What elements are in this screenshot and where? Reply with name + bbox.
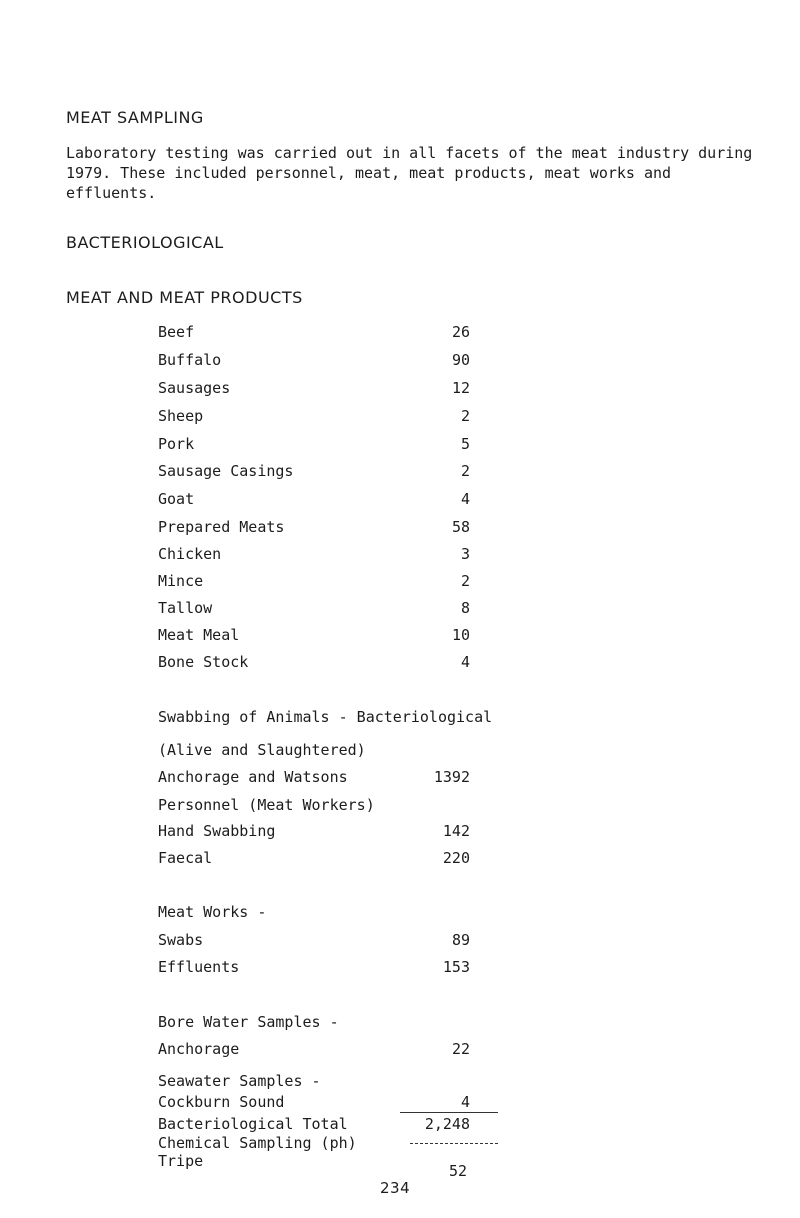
row-label: Prepared Meats [158,518,285,536]
row-label: Goat [158,490,195,508]
row-label: Anchorage [158,1040,240,1058]
swabbing-subtitle: (Alive and Slaughtered) [158,741,366,759]
intro-line: 1979. These included personnel, meat, meat products, meat works and [66,164,672,182]
row-label: Hand Swabbing [158,822,276,840]
tripe-label: Tripe [158,1152,204,1170]
row-value: 22 [451,1040,470,1058]
table-row [158,626,488,646]
row-label: Cockburn Sound [158,1093,285,1111]
row-value: 1392 [433,768,470,786]
row-label: Tallow [158,599,213,617]
table-row [158,462,488,482]
table-row [158,1093,488,1113]
row-value: 3 [460,545,470,563]
seawater-title: Seawater Samples - [158,1072,321,1090]
row-value: 4 [460,1093,470,1111]
intro-paragraph [66,143,766,203]
meat-works-title: Meat Works - [158,903,267,921]
row-label: Beef [158,323,195,341]
table-row [158,849,488,869]
row-value: 12 [451,379,470,397]
intro-line: Laboratory testing was carried out in all facets of the meat industry during [66,144,753,162]
table-row [158,822,488,842]
table-row [158,379,488,399]
table-row [158,351,488,371]
table-row [158,768,488,788]
table-row [158,407,488,427]
row-label: Faecal [158,849,213,867]
row-label: Bone Stock [158,653,249,671]
row-label: Anchorage and Watsons [158,768,348,786]
section-heading-meat-products: MEAT AND MEAT PRODUCTS [66,288,303,307]
row-label: Mince [158,572,204,590]
row-label: Swabs [158,931,204,949]
row-value: 4 [460,490,470,508]
row-value: 2 [460,462,470,480]
row-value: 8 [460,599,470,617]
row-label: Sausage Casings [158,462,294,480]
row-value: 58 [451,518,470,536]
table-row [158,545,488,565]
row-value: 2 [460,572,470,590]
total-row [158,1115,488,1135]
row-label: Sheep [158,407,204,425]
table-row [158,599,488,619]
row-label: Effluents [158,958,240,976]
table-row [158,931,488,951]
row-label: Meat Meal [158,626,240,644]
row-value: 26 [451,323,470,341]
swabbing-title: Swabbing of Animals - Bacteriological [158,708,493,726]
tripe-value: 52 [449,1162,468,1180]
table-row [158,958,488,978]
row-value: 142 [442,822,470,840]
table-row [158,653,488,673]
section-heading-bacteriological: BACTERIOLOGICAL [66,233,224,252]
row-value: 90 [451,351,470,369]
intro-line: effluents. [66,184,157,202]
table-row [158,518,488,538]
bore-water-title: Bore Water Samples - [158,1013,339,1031]
page-number: 234 [380,1179,411,1197]
row-value: 220 [442,849,470,867]
row-value: 10 [451,626,470,644]
total-value: 2,248 [424,1115,470,1133]
table-row [158,1040,488,1060]
row-value: 2 [460,407,470,425]
total-rule [400,1112,498,1113]
table-row [158,323,488,343]
row-value: 153 [442,958,470,976]
personnel-label: Personnel (Meat Workers) [158,796,375,814]
dashed-rule [410,1143,498,1144]
row-value: 89 [451,931,470,949]
page-heading: MEAT SAMPLING [66,108,204,127]
row-label: Pork [158,435,195,453]
table-row [158,435,488,455]
chemical-title: Chemical Sampling (ph) [158,1134,357,1152]
table-row [158,490,488,510]
table-row [158,572,488,592]
row-label: Chicken [158,545,222,563]
row-value: 5 [460,435,470,453]
row-label: Sausages [158,379,231,397]
row-label: Buffalo [158,351,222,369]
total-label: Bacteriological Total [158,1115,348,1133]
row-value: 4 [460,653,470,671]
